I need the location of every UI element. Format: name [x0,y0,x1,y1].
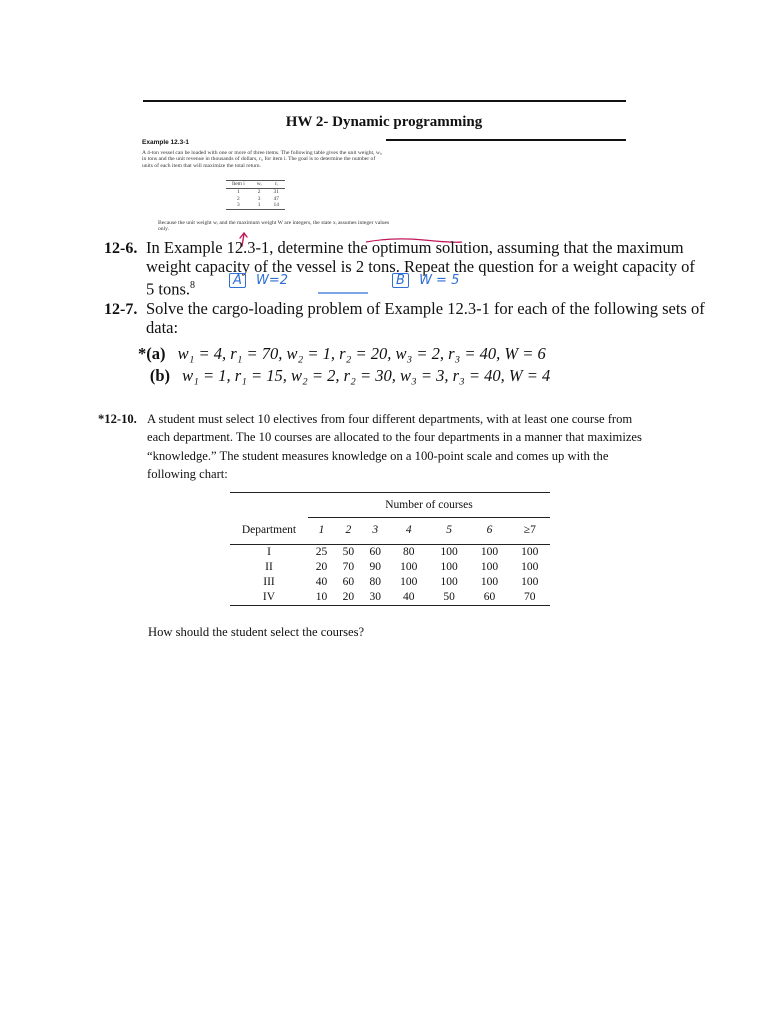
annotation-a-box: A [229,273,246,288]
annotation-a-underline [316,290,370,296]
table-cell: 100 [521,561,539,573]
table-cell: 100 [480,576,499,588]
annotation-b-text: W = 5 [419,273,460,288]
example-col-revenue: rᵢ [274,181,278,187]
annotation-b [392,273,459,288]
table-corner [230,493,308,518]
group-header-label: Number of courses [308,493,550,518]
table-cell: 70 [510,590,550,606]
example-text: A 4-ton vessel can be loaded with one or more of three items. The following table gives the unit weight, wᵢ, in tons and the unit revenue in thousands of dollars, rᵢ, for item i. The goal is to determine the number of units of each item that will maximize the total return. [142,150,383,169]
example-note: Because the unit weight wᵢ and the maximum weight W are integers, the state xᵢ assumes integer values only. [158,220,390,233]
table-cell: 1 [237,188,240,195]
part-label: *(a) [138,344,166,363]
table-cell: 70 [342,561,355,573]
table-cell: 100 [480,561,499,573]
table-cell: 50 [342,546,355,558]
problem-12-7-part-b [138,366,550,386]
table-cell: 14 [273,202,279,209]
annotation-a-text: W=2 [256,273,289,288]
example-table [226,180,285,210]
column-header: 6 [469,518,509,545]
table-row [230,560,550,575]
annotation-b-box: B [392,273,409,288]
table-cell: 47 [273,195,279,202]
example-col-weight: wᵢ [256,181,262,187]
problem-number: 12-7. [104,301,138,318]
table-cell: 40 [315,576,328,588]
table-column-header [230,518,550,545]
footnote-marker: 8 [190,280,196,291]
table-cell: 100 [440,546,458,558]
problem-number: 12-6. [104,240,138,257]
table-cell: 100 [440,561,458,573]
column-header: 4 [389,518,429,545]
page-title: HW 2- Dynamic programming [285,114,483,130]
table-cell: 20 [315,561,328,573]
table-cell: 3 [237,202,240,209]
table-cell: 100 [400,576,418,588]
problem-number: *12-10. [98,412,137,426]
problem-text-body: In Example 12.3-1, determine the optimum solution, assuming that the maximum weight capacity of the vessel is 2 tons. Repeat the question for a weight capacity of 5 tons. [146,238,695,299]
table-cell: 80 [369,576,381,588]
column-header: ≥7 [510,518,550,545]
table-cell: 60 [369,546,381,558]
part-label: (b) [149,366,170,385]
row-header-label: Department [230,518,308,545]
table-cell: 20 [335,590,362,606]
department-label: I [267,546,271,558]
example-table-header [226,181,285,189]
table-cell: 40 [389,590,429,606]
problem-text [146,238,706,299]
table-cell: 100 [521,546,539,558]
table-cell: 100 [440,576,458,588]
department-label: III [263,576,275,588]
table-cell: 31 [273,188,279,195]
table-cell: 60 [469,590,509,606]
title-underline-rule [386,139,626,141]
table-cell: 2 [257,188,261,195]
table-cell: 100 [521,576,539,588]
table-cell: 100 [480,546,499,558]
table-cell: 90 [369,561,381,573]
column-header: 3 [362,518,389,545]
example-col-item: Item i [232,181,245,187]
part-equation: w₁ = 4, r₁ = 70, w₂ = 1, r₂ = 20, w₃ = 2, r₃ = 40, W = 6 [177,344,546,363]
column-header: 2 [335,518,362,545]
closing-question: How should the student select the courses? [148,625,365,639]
column-header: 1 [308,518,335,545]
problem-12-7 [104,299,705,337]
table-cell: 30 [362,590,389,606]
problem-12-7-part-a [138,344,546,364]
table-row [226,196,285,203]
department-label: II [265,561,273,573]
table-cell: 25 [315,546,328,558]
example-title: Example 12.3-1 [142,139,189,146]
problem-text: Solve the cargo-loading problem of Example 12.3-1 for each of the following sets of data: [146,299,705,337]
table-row [230,590,550,606]
knowledge-table [230,492,550,606]
table-row [226,188,285,195]
table-row [230,575,550,590]
column-header: 5 [429,518,469,545]
table-cell: 3 [257,195,261,202]
annotation-a [229,273,288,288]
top-rule [143,100,626,102]
table-cell: 80 [403,546,415,558]
table-cell: 50 [429,590,469,606]
table-row [226,202,285,209]
department-label: IV [230,590,308,606]
table-cell: 10 [308,590,335,606]
table-cell: 2 [237,195,240,202]
table-group-header [230,493,550,518]
table-cell: 100 [400,561,418,573]
table-row [230,545,550,561]
problem-text: A student must select 10 electives from four different departments, with at least one course from each department. The 10 courses are allocated to the four departments in a manner that maximizes “knowledge.” The student measures knowledge on a 100-point scale and comes up with the following chart: [147,412,642,482]
table-cell: 60 [342,576,355,588]
table-cell: 1 [257,202,261,209]
part-equation: w₁ = 1, r₁ = 15, w₂ = 2, r₂ = 30, w₃ = 3, r₃ = 40, W = 4 [182,366,551,385]
